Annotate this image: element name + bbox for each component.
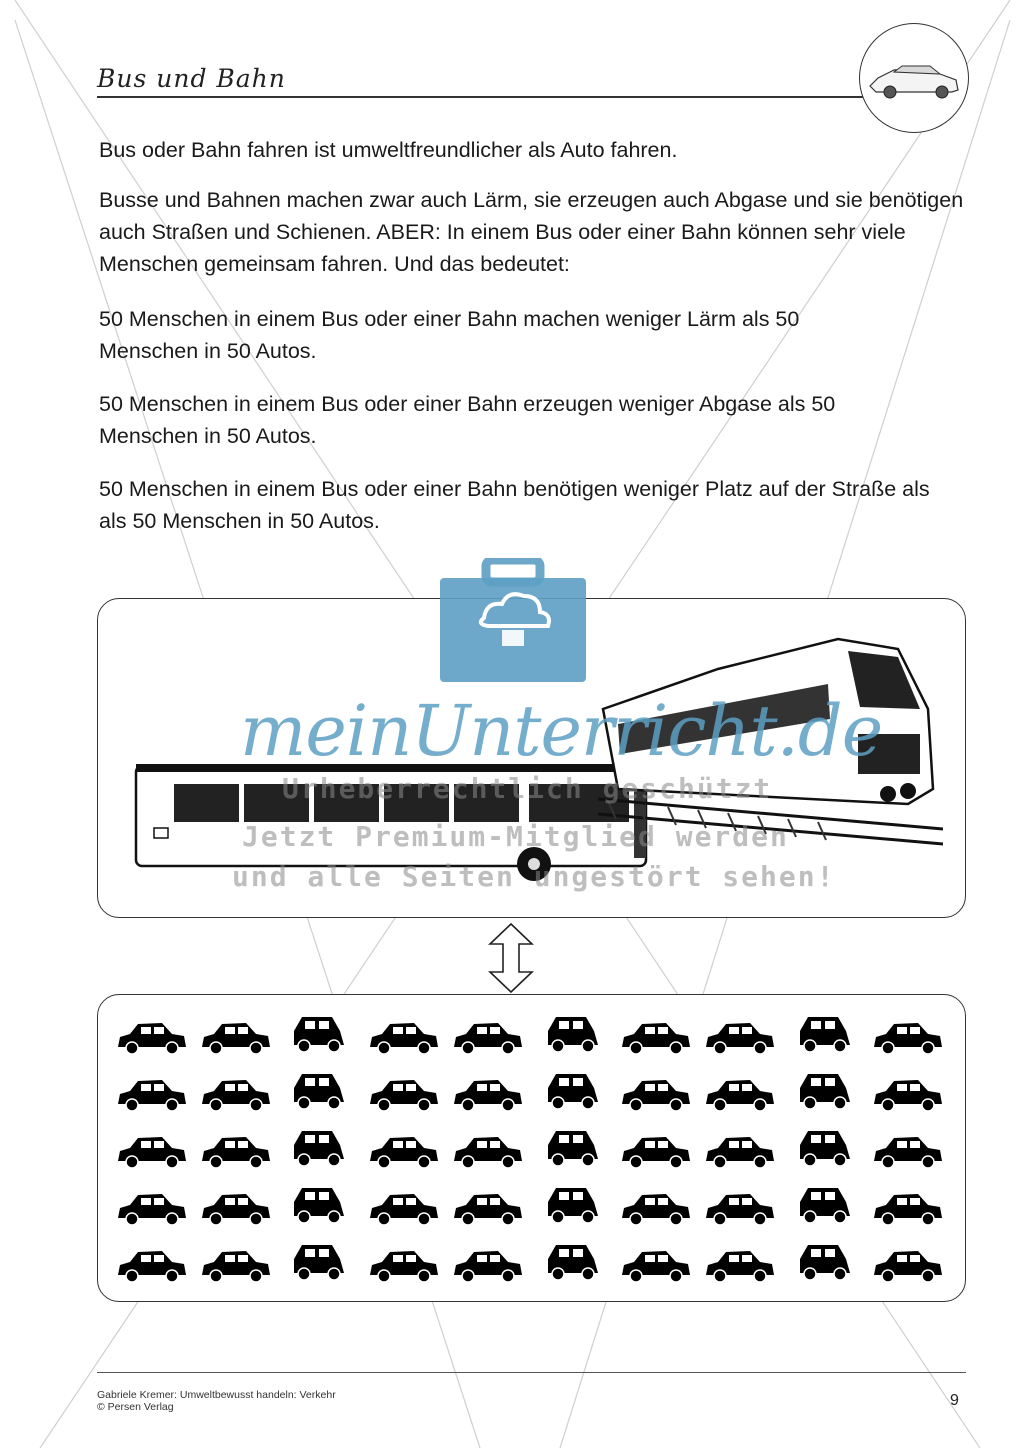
car-silhouette-icon [454,1251,522,1282]
car-silhouette-icon [622,1194,690,1225]
car-silhouette-icon [548,1074,598,1109]
car-silhouette-icon [874,1194,942,1225]
paragraph-noise: 50 Menschen in einem Bus oder einer Bahn machen weniger Lärm als 50 Menschen in 50 Autos. [99,307,800,363]
footer-rule [97,1372,966,1373]
car-silhouette-icon [874,1251,942,1282]
car-silhouette-icon [800,1188,850,1223]
paragraph-space: 50 Menschen in einem Bus oder einer Bahn benötigen weniger Platz auf der Straße als als 50 Menschen in 50 Autos. [99,477,930,533]
car-silhouette-icon [294,1188,344,1223]
car-silhouette-icon [370,1137,438,1168]
car-silhouette-icon [622,1023,690,1054]
car-icon [860,24,968,132]
car-silhouette-icon [800,1074,850,1109]
car-silhouette-icon [118,1137,186,1168]
car-silhouette-icon [202,1194,270,1225]
cars-grid [112,1015,952,1290]
car-silhouette-icon [454,1194,522,1225]
car-silhouette-icon [874,1080,942,1111]
car-silhouette-icon [370,1251,438,1282]
car-silhouette-icon [454,1080,522,1111]
cars-panel [97,994,966,1302]
car-silhouette-icon [454,1137,522,1168]
car-silhouette-icon [294,1245,344,1280]
header-logo [859,23,969,133]
car-silhouette-icon [622,1251,690,1282]
car-silhouette-icon [548,1245,598,1280]
watermark-brand: meinUnterricht.de [240,690,883,772]
car-silhouette-icon [706,1137,774,1168]
car-silhouette-icon [294,1017,344,1052]
car-silhouette-icon [622,1137,690,1168]
car-silhouette-icon [294,1131,344,1166]
car-silhouette-icon [454,1023,522,1054]
car-silhouette-icon [800,1017,850,1052]
paragraph-exhaust: 50 Menschen in einem Bus oder einer Bahn erzeugen weniger Abgase als 50 Menschen in 50 Autos. [99,392,836,448]
page-title: Bus und Bahn [97,64,286,93]
footer-author: Gabriele Kremer: Umweltbewusst handeln: Verkehr [97,1389,336,1401]
car-silhouette-icon [874,1023,942,1054]
car-silhouette-icon [118,1251,186,1282]
car-silhouette-icon [202,1137,270,1168]
car-silhouette-icon [622,1080,690,1111]
car-silhouette-icon [202,1023,270,1054]
watermark-line-3: und alle Seiten ungestört sehen! [232,860,836,893]
car-silhouette-icon [800,1245,850,1280]
car-silhouette-icon [706,1251,774,1282]
car-silhouette-icon [370,1194,438,1225]
car-silhouette-icon [202,1080,270,1111]
car-silhouette-icon [706,1023,774,1054]
car-silhouette-icon [706,1194,774,1225]
car-silhouette-icon [370,1080,438,1111]
paragraph-explanation: Busse und Bahnen machen zwar auch Lärm, sie erzeugen auch Abgase und sie benötigen auch Straßen und Schienen. ABER: In einem Bus oder einer Bahn können sehr viele Menschen gemeinsam fahren. Und das bedeutet: [99,188,964,276]
watermark-line-2: Jetzt Premium-Mitglied werden [242,820,789,853]
watermark-briefcase-icon [440,558,586,684]
paragraph-intro: Bus oder Bahn fahren ist umweltfreundlicher als Auto fahren. [99,138,678,162]
car-silhouette-icon [548,1017,598,1052]
car-silhouette-icon [874,1137,942,1168]
car-silhouette-icon [548,1131,598,1166]
watermark-line-1: Urheberrechtlich geschützt [282,772,773,805]
page-number: 9 [950,1392,959,1409]
footer-publisher: © Persen Verlag [97,1401,174,1413]
car-silhouette-icon [370,1023,438,1054]
car-silhouette-icon [118,1080,186,1111]
car-silhouette-icon [800,1131,850,1166]
car-silhouette-icon [118,1194,186,1225]
double-arrow-icon [488,922,534,994]
car-silhouette-icon [294,1074,344,1109]
title-rule [97,96,867,98]
car-silhouette-icon [706,1080,774,1111]
car-silhouette-icon [118,1023,186,1054]
footer-credits [97,1389,336,1413]
car-silhouette-icon [548,1188,598,1223]
car-silhouette-icon [202,1251,270,1282]
